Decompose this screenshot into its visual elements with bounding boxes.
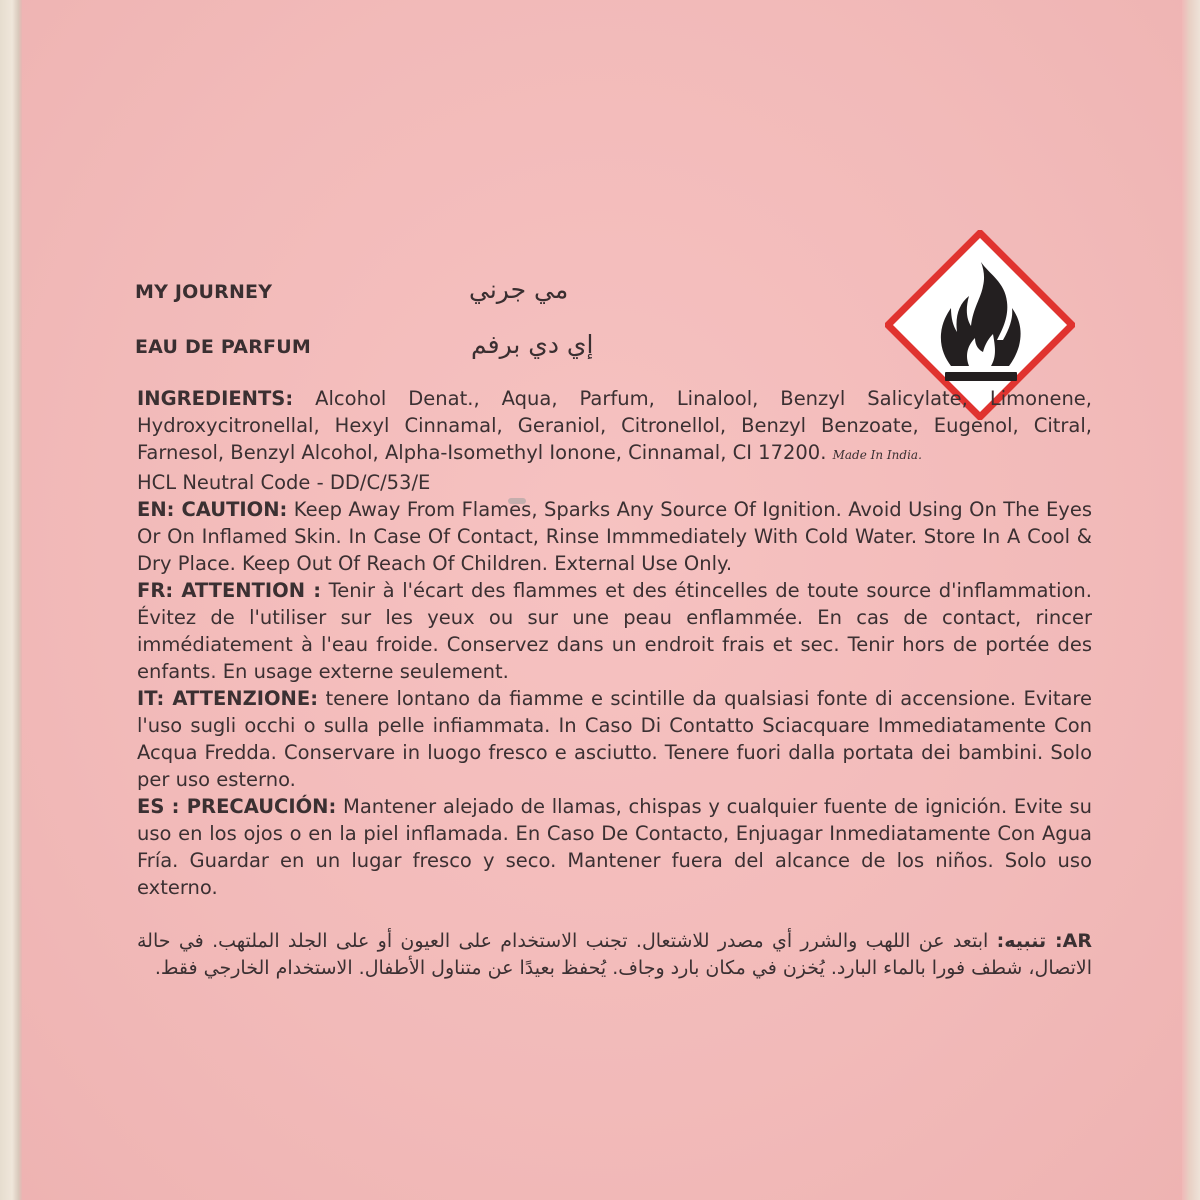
caution-es-label: ES : PRECAUCIÓN: bbox=[137, 795, 337, 818]
caution-ar-text: ابتعد عن اللهب والشرر أي مصدر للاشتعال. تجنب الاستخدام على العيون أو على الجلد الملتهب. في حالة الاتصال، شطف فورا بالماء البارد. يُخزن في مكان بارد وجاف. يُحفظ بعيدًا عن متناول الأطفال. الاستخدام الخارجي فقط. bbox=[137, 930, 1092, 979]
caution-fr bbox=[137, 577, 1092, 685]
hcl-code: HCL Neutral Code - DD/C/53/E bbox=[137, 471, 431, 494]
caution-en bbox=[137, 496, 1092, 577]
product-name-ar: مي جرني bbox=[469, 275, 569, 304]
ingredients-paragraph bbox=[137, 385, 1092, 469]
caution-ar bbox=[137, 928, 1092, 982]
caution-es bbox=[137, 793, 1092, 901]
product-name-en: MY JOURNEY bbox=[135, 281, 273, 303]
print-smudge bbox=[508, 498, 526, 504]
caution-fr-text: Tenir à l'écart des flammes et des étincelles de toute source d'inflammation. Évitez de l'utiliser sur les yeux ou sur une peau enflammée. En cas de contact, rincer immédiatement à l'eau froide. Conservez dans un endroit frais et sec. Tenir hors de portée des enfants. En usage externe seulement. bbox=[137, 579, 1092, 683]
label-text-block bbox=[137, 385, 1092, 901]
caution-en-label: EN: CAUTION: bbox=[137, 498, 288, 521]
caution-es-text: Mantener alejado de llamas, chispas y cualquier fuente de ignición. Evite su uso en los ojos o en la piel inflamada. En Caso De Contacto, Enjuagar Inmediatamente Con Agua Fría. Guardar en un lugar fresco y seco. Mantener fuera del alcance de los niños. Solo uso externo. bbox=[137, 795, 1092, 899]
ingredients-list: Alcohol Denat., Aqua, Parfum, Linalool, Benzyl Salicylate, Limonene, Hydroxycitronellal, Hexyl Cinnamal, Geraniol, Citronellol, Benzyl Benzoate, Eugenol, Citral, Farnesol, Benzyl Alcohol, Alpha-Isomethyl Ionone, Cinnamal, CI 17200. bbox=[137, 387, 1092, 464]
product-type-en: EAU DE PARFUM bbox=[135, 336, 311, 358]
product-type-ar: إي دي برفم bbox=[471, 330, 594, 359]
box-left-edge bbox=[0, 0, 22, 1200]
box-right-edge bbox=[1182, 0, 1200, 1200]
caution-it-label: IT: ATTENZIONE: bbox=[137, 687, 319, 710]
caution-ar-label: AR: تنبيه: bbox=[996, 930, 1092, 952]
caution-en-text: Keep Away From Flames, Sparks Any Source Of Ignition. Avoid Using On The Eyes Or On Inflamed Skin. In Case Of Contact, Rinse Immmediately With Cold Water. Store In A Cool & Dry Place. Keep Out Of Reach Of Children. External Use Only. bbox=[137, 498, 1092, 575]
ingredients-label: INGREDIENTS: bbox=[137, 387, 294, 410]
caution-it-text: tenere lontano da fiamme e scintille da qualsiasi fonte di accensione. Evitare l'uso sugli occhi o sulla pelle infiammata. In Caso Di Contatto Sciacquare Immediatamente Con Acqua Fredda. Conservare in luogo fresco e asciutto. Tenere fuori dalla portata dei bambini. Solo per uso esterno. bbox=[137, 687, 1093, 791]
caution-it bbox=[137, 685, 1092, 793]
made-in-text: Made In India. bbox=[832, 448, 922, 462]
caution-fr-label: FR: ATTENTION : bbox=[137, 579, 322, 602]
